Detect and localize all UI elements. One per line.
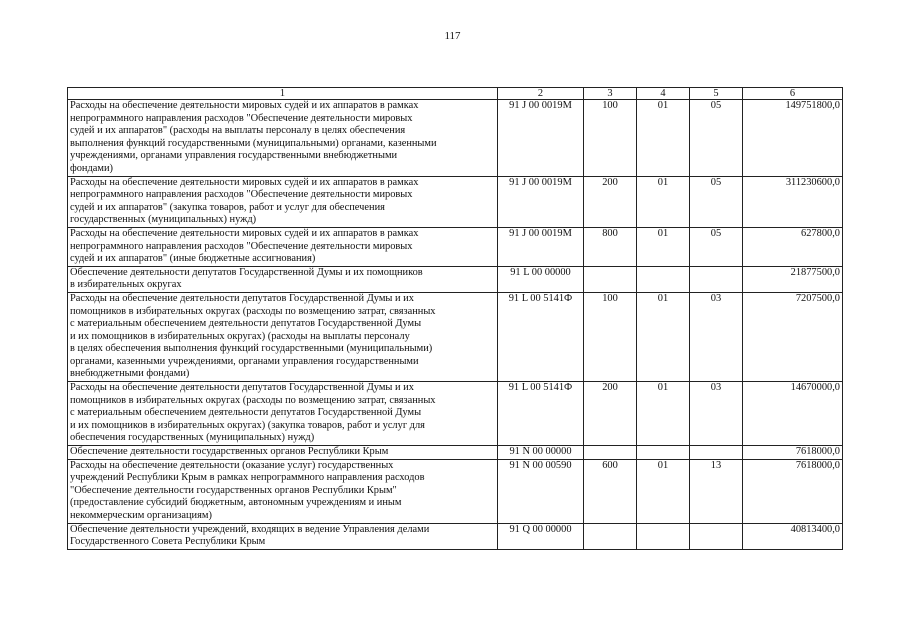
description-line: "Обеспечение деятельности государственных органов Республики Крым" — [70, 484, 397, 496]
row-code: 91 J 00 0019М — [498, 176, 584, 227]
column-header-amount: 6 — [743, 88, 843, 100]
row-amount: 7618000,0 — [743, 459, 843, 523]
row-description — [68, 382, 498, 446]
row-section: 01 — [637, 176, 690, 227]
description-line: в целях обеспечения выполнения функций государственными (муниципальными) — [70, 343, 433, 355]
budget-table — [67, 87, 843, 550]
row-amount: 149751800,0 — [743, 100, 843, 177]
description-line: органами, казенными учреждениями, органами управления государственными — [70, 355, 419, 367]
row-amount: 40813400,0 — [743, 523, 843, 549]
row-section — [637, 446, 690, 460]
row-subsection — [690, 266, 743, 292]
row-expense-type — [584, 523, 637, 549]
description-line: Расходы на обеспечение деятельности депутатов Государственной Думы и их — [70, 382, 414, 394]
description-line: с материальным обеспечением деятельности депутатов Государственной Думы — [70, 407, 422, 419]
description-line: Обеспечение деятельности депутатов Государственной Думы и их помощников — [70, 266, 423, 278]
description-line: некоммерческим организациям) — [70, 510, 212, 521]
description-line: Расходы на обеспечение деятельности депутатов Государственной Думы и их — [70, 292, 414, 304]
description-line: Расходы на обеспечение деятельности (оказание услуг) государственных — [70, 459, 394, 471]
row-section — [637, 266, 690, 292]
row-expense-type: 200 — [584, 382, 637, 446]
row-code: 91 J 00 0019М — [498, 227, 584, 266]
row-amount: 21877500,0 — [743, 266, 843, 292]
row-section: 01 — [637, 459, 690, 523]
row-subsection: 03 — [690, 382, 743, 446]
table-row — [68, 227, 843, 266]
description-line: выполнения функций государственными (муниципальными) органами, казенными — [70, 137, 437, 149]
row-subsection: 05 — [690, 176, 743, 227]
description-line: и их помощников в избирательных округах) (закупка товаров, работ и услуг для — [70, 419, 425, 431]
table-row — [68, 100, 843, 177]
description-line: (предоставление субсидий бюджетным, автономным учреждениям и иным — [70, 497, 402, 509]
description-line: Расходы на обеспечение деятельности мировых судей и их аппаратов в рамках — [70, 100, 419, 111]
row-section: 01 — [637, 100, 690, 177]
description-line: обеспечения государственных (муниципальных) нужд) — [70, 432, 315, 444]
column-header-type: 3 — [584, 88, 637, 100]
table-row — [68, 266, 843, 292]
row-description — [68, 459, 498, 523]
column-header-section: 4 — [637, 88, 690, 100]
table-header-row — [68, 88, 843, 100]
description-line: непрограммного направления расходов "Обеспечение деятельности мировых — [70, 189, 413, 201]
description-line: фондами) — [70, 162, 113, 174]
column-header-subsection: 5 — [690, 88, 743, 100]
row-description — [68, 266, 498, 292]
row-expense-type: 600 — [584, 459, 637, 523]
description-line: Обеспечение деятельности учреждений, входящих в ведение Управления делами — [70, 523, 430, 535]
row-amount: 311230600,0 — [743, 176, 843, 227]
row-subsection: 13 — [690, 459, 743, 523]
row-expense-type: 800 — [584, 227, 637, 266]
row-expense-type: 100 — [584, 100, 637, 177]
description-line: Государственного Совета Республики Крым — [70, 536, 266, 548]
row-section — [637, 523, 690, 549]
description-line: непрограммного направления расходов "Обеспечение деятельности мировых — [70, 240, 413, 252]
row-code: 91 L 00 5141Ф — [498, 292, 584, 381]
row-code: 91 N 00 00000 — [498, 446, 584, 460]
row-description — [68, 227, 498, 266]
row-expense-type — [584, 266, 637, 292]
row-amount: 14670000,0 — [743, 382, 843, 446]
row-section: 01 — [637, 227, 690, 266]
description-line: помощников в избирательных округах (расходы по возмещению затрат, связанных — [70, 394, 436, 406]
description-line: учреждений Республики Крым в рамках непрограммного направления расходов — [70, 472, 425, 484]
row-expense-type: 200 — [584, 176, 637, 227]
description-line: судей и их аппаратов" (закупка товаров, работ и услуг для обеспечения — [70, 201, 385, 213]
row-code: 91 N 00 00590 — [498, 459, 584, 523]
row-subsection: 05 — [690, 100, 743, 177]
description-line: внебюджетными фондами) — [70, 368, 190, 380]
table-row — [68, 382, 843, 446]
row-subsection — [690, 446, 743, 460]
row-description — [68, 100, 498, 177]
row-section: 01 — [637, 292, 690, 381]
table-row — [68, 523, 843, 549]
row-code: 91 J 00 0019М — [498, 100, 584, 177]
description-line: Обеспечение деятельности государственных органов Республики Крым — [70, 446, 389, 458]
description-line: Расходы на обеспечение деятельности мировых судей и их аппаратов в рамках — [70, 176, 419, 188]
table-row — [68, 176, 843, 227]
row-amount: 7207500,0 — [743, 292, 843, 381]
row-amount: 627800,0 — [743, 227, 843, 266]
row-expense-type: 100 — [584, 292, 637, 381]
row-code: 91 L 00 00000 — [498, 266, 584, 292]
description-line: судей и их аппаратов" (расходы на выплаты персоналу в целях обеспечения — [70, 125, 406, 137]
row-subsection: 03 — [690, 292, 743, 381]
description-line: непрограммного направления расходов "Обеспечение деятельности мировых — [70, 112, 413, 124]
description-line: в избирательных округах — [70, 279, 182, 291]
column-header-description: 1 — [68, 88, 498, 100]
description-line: учреждениями, органами управления государственными внебюджетными — [70, 150, 398, 162]
row-code: 91 L 00 5141Ф — [498, 382, 584, 446]
row-description — [68, 292, 498, 381]
row-section: 01 — [637, 382, 690, 446]
description-line: и их помощников в избирательных округах) (расходы на выплаты персоналу — [70, 330, 410, 342]
row-subsection: 05 — [690, 227, 743, 266]
row-subsection — [690, 523, 743, 549]
row-amount: 7618000,0 — [743, 446, 843, 460]
page-number: 117 — [444, 30, 461, 42]
table-row — [68, 459, 843, 523]
description-line: с материальным обеспечением деятельности депутатов Государственной Думы — [70, 318, 422, 330]
row-code: 91 Q 00 00000 — [498, 523, 584, 549]
description-line: Расходы на обеспечение деятельности мировых судей и их аппаратов в рамках — [70, 227, 419, 239]
row-description — [68, 446, 498, 460]
table-row — [68, 292, 843, 381]
column-header-code: 2 — [498, 88, 584, 100]
row-expense-type — [584, 446, 637, 460]
row-description — [68, 176, 498, 227]
description-line: судей и их аппаратов" (иные бюджетные ассигнования) — [70, 253, 316, 265]
row-description — [68, 523, 498, 549]
table-row — [68, 446, 843, 460]
description-line: помощников в избирательных округах (расходы по возмещению затрат, связанных — [70, 305, 436, 317]
description-line: государственных (муниципальных) нужд) — [70, 214, 257, 226]
